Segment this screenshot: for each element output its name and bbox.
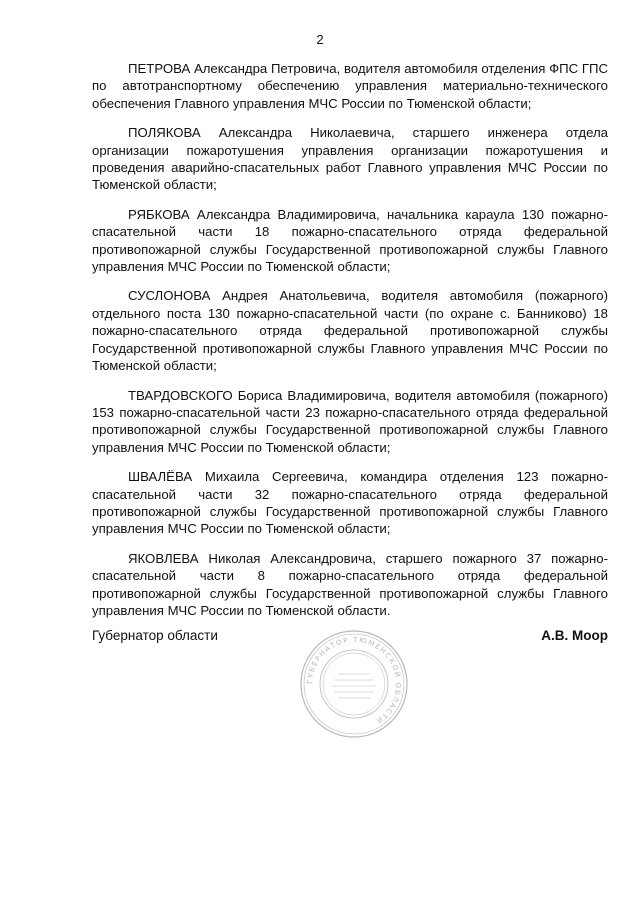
award-paragraph-suslonov: СУСЛОНОВА Андрея Анатольевича, водителя автомобиля (пожарного) отдельного поста 130 пожарно-спасательной части (по охране с. Банниково) 18 пожарно-спасательного отряда федеральной противопожарной службы Государственной противопожарной службы Главного управления МЧС России по Тюменской области;: [92, 288, 608, 374]
official-seal-icon: [298, 628, 410, 740]
document-body: [92, 60, 608, 631]
page-number: 2: [316, 32, 324, 47]
signer-name: А.В. Моор: [541, 628, 608, 643]
seal-text: ГУБЕРНАТОР ТЮМЕНСКОЙ ОБЛАСТИ: [305, 635, 403, 726]
award-paragraph-ryabkov: РЯБКОВА Александра Владимировича, начальника караула 130 пожарно-спасательной части 18 пожарно-спасательного отряда федеральной противопожарной службы Государственной противопожарной службы Главного управления МЧС России по Тюменской области;: [92, 206, 608, 275]
award-paragraph-polyakov: ПОЛЯКОВА Александра Николаевича, старшего инженера отдела организации пожаротушения управления организации пожаротушения и проведения аварийно-спасательных работ Главного управления МЧС России по Тюменской области;: [92, 125, 608, 193]
award-paragraph-yakovlev: ЯКОВЛЕВА Николая Александровича, старшего пожарного 37 пожарно-спасательной части 8 пожарно-спасательного отряда федеральной противопожарной службы Государственной противопожарной службы Главного управления МЧС России по Тюменской области.: [92, 550, 608, 618]
award-paragraph-petrov: ПЕТРОВА Александра Петровича, водителя автомобиля отделения ФПС ГПС по автотранспортному обеспечению управления материально-технического обеспечения Главного управления МЧС России по Тюменской области;: [92, 61, 608, 111]
award-paragraph-shvalev: ШВАЛЁВА Михаила Сергеевича, командира отделения 123 пожарно-спасательной части 32 пожарно-спасательного отряда федеральной противопожарной службы Государственной противопожарной службы Главного управления МЧС России по Тюменской области;: [92, 469, 608, 537]
signer-title: Губернатор области: [92, 628, 218, 643]
award-paragraph-tvardovsky: ТВАРДОВСКОГО Бориса Владимировича, водителя автомобиля (пожарного) 153 пожарно-спасательной части 23 пожарно-спасательного отряда федеральной противопожарной службы Государственной противопожарной службы Главного управления МЧС России по Тюменской области;: [92, 387, 608, 455]
